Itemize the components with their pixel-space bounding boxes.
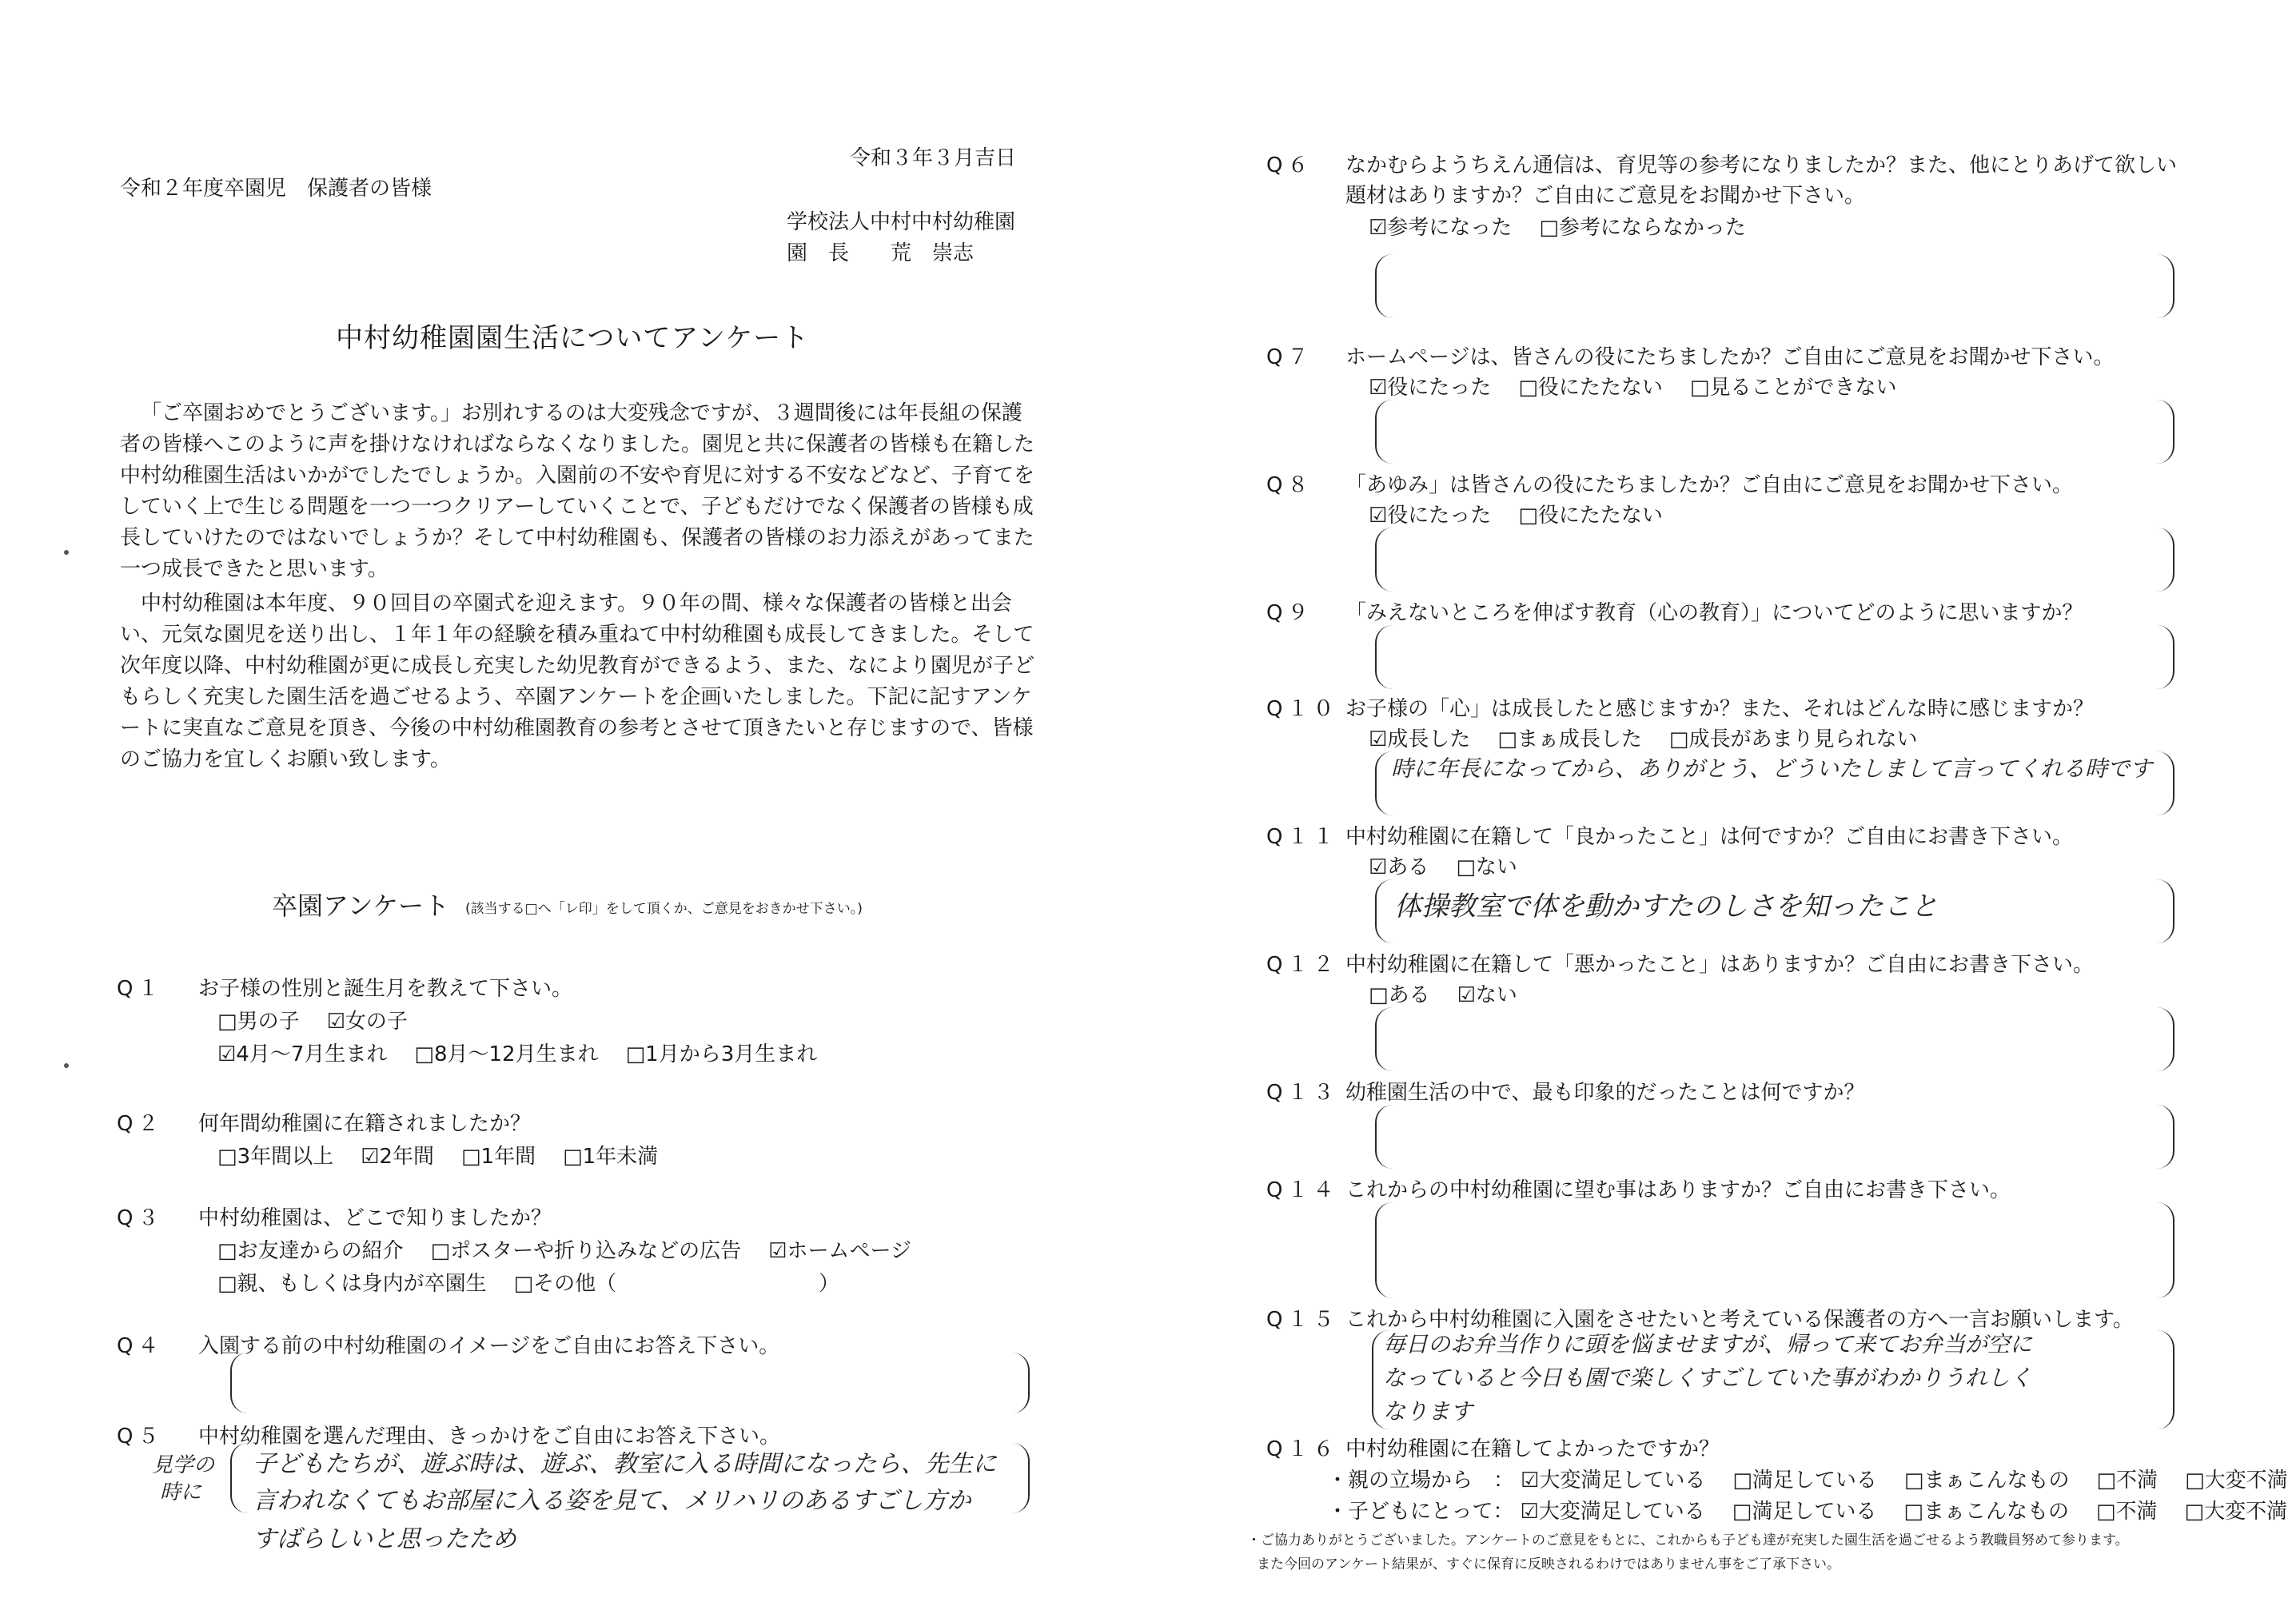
q6-options bbox=[1369, 211, 1773, 241]
q16-child-option[interactable]: □まぁこんなもの bbox=[1903, 1500, 2069, 1524]
q8-answer-box[interactable] bbox=[1375, 528, 2174, 592]
q6-text-2: 題材はありますか？ご自由にご意見をお聞かせ下さい。 bbox=[1345, 184, 1866, 208]
q2-option[interactable]: □1年間 bbox=[460, 1145, 536, 1169]
q10-option[interactable]: □成長があまり見られない bbox=[1668, 727, 1918, 751]
q3-text: 中村幼稚園は、どこで知りましたか？ bbox=[198, 1206, 552, 1230]
q9-text: 「みえないところを伸ばす教育（心の教育）」についてどのように思いますか？ bbox=[1345, 601, 2083, 625]
q1-option[interactable]: □8月～12月生まれ bbox=[414, 1042, 599, 1066]
q13-text: 幼稚園生活の中で、最も印象的だったことは何ですか？ bbox=[1345, 1081, 1865, 1105]
q12-number: Q１２ bbox=[1266, 953, 1339, 977]
q16-parent-option[interactable]: □不満 bbox=[2096, 1469, 2158, 1492]
q10-number: Q１０ bbox=[1266, 697, 1339, 721]
q7-answer-box[interactable] bbox=[1375, 400, 2174, 464]
q5-margin-note-2: 時に bbox=[160, 1481, 202, 1504]
q11-option[interactable]: ☑ある bbox=[1369, 855, 1429, 879]
q2-option[interactable]: □1年未満 bbox=[563, 1145, 659, 1169]
q15-answer-line-1: 毎日のお弁当作りに頭を悩ませますが、帰って来てお弁当が空に bbox=[1383, 1331, 2033, 1357]
q15-answer-line-2: なっていると今日も園で楽しくすごしていた事がわかりうれしく bbox=[1383, 1365, 2033, 1391]
q16-child-label: ・子どもにとって： bbox=[1327, 1500, 1514, 1524]
intro-paragraph-1: 「ご卒園おめでとうございます。」お別れするのは大変残念ですが、３週間後には年長組の保護者の皆様へこのように声を掛けなければならなくなりました。園児と共に保護者の皆様も在籍した中村幼稚園生活はいかがでしたでしょうか。入園前の不安や育児に対する不安などなど、子育てをしていく上で生じる問題を一つ一つクリアーしていくことで、子どもだけでなく保護者の皆様も成長していけたのではないでしょうか？そして中村幼稚園も、保護者の皆様のお力添えがあってまた一つ成長できたと思います。 bbox=[120, 401, 1035, 581]
q16-parent-label: ・親の立場から ： bbox=[1327, 1469, 1515, 1492]
q1-option[interactable]: □男の子 bbox=[217, 1010, 300, 1034]
q4-number: Q４ bbox=[117, 1334, 164, 1358]
q5-answer-line-3: すばらしいと思ったため bbox=[253, 1525, 516, 1553]
q16-parent-option[interactable]: ☑大変満足している bbox=[1521, 1469, 1706, 1492]
q5-answer-line-1: 子どもたちが、遊ぶ時は、遊ぶ、教室に入る時間になったら、先生に bbox=[253, 1450, 997, 1478]
footer-note-2: また今回のアンケート結果が、すぐに保育に反映されるわけではありません事をご了承下さい。 bbox=[1257, 1556, 1840, 1572]
q8-options bbox=[1369, 499, 1690, 528]
q14-answer-box[interactable] bbox=[1375, 1202, 2174, 1298]
q8-number: Q８ bbox=[1266, 473, 1313, 497]
q14-text: これからの中村幼稚園に望む事はありますか？ご自由にお書き下さい。 bbox=[1345, 1178, 2011, 1202]
q3-option[interactable]: □ポスターや折り込みなどの広告 bbox=[430, 1239, 742, 1263]
issue-date: 令和３年３月吉日 bbox=[850, 146, 1017, 170]
q16-text: 中村幼稚園に在籍してよかったですか？ bbox=[1345, 1437, 1720, 1461]
q7-options bbox=[1369, 371, 1923, 401]
q12-option[interactable]: ☑ない bbox=[1457, 983, 1517, 1007]
q5-text: 中村幼稚園を選んだ理由、きっかけをご自由にお答え下さい。 bbox=[198, 1425, 781, 1449]
q5-number: Q５ bbox=[117, 1425, 164, 1449]
q12-answer-box[interactable] bbox=[1375, 1007, 2174, 1071]
q16-child-option[interactable]: □不満 bbox=[2095, 1500, 2158, 1524]
q1-text: お子様の性別と誕生月を教えて下さい。 bbox=[198, 977, 573, 1001]
q14-number: Q１４ bbox=[1266, 1178, 1339, 1202]
recipient: 令和２年度卒園児 保護者の皆様 bbox=[120, 177, 432, 201]
q16-parent-option[interactable]: □満足している bbox=[1732, 1469, 1877, 1492]
q15-answer-line-3: なります bbox=[1383, 1398, 1473, 1425]
q3-options-1 bbox=[217, 1234, 939, 1264]
q16-parent-option[interactable]: □まぁこんなもの bbox=[1903, 1469, 2070, 1492]
q16-parent-option[interactable]: □大変不満 bbox=[2185, 1469, 2288, 1492]
q1-options-gender bbox=[217, 1005, 435, 1034]
q11-options bbox=[1369, 851, 1545, 880]
q7-option[interactable]: □見ることができない bbox=[1689, 376, 1897, 400]
q10-answer: 時に年長になってから、ありがとう、どういたしまして言ってくれる時です bbox=[1391, 755, 2153, 782]
q6-option[interactable]: □参考にならなかった bbox=[1539, 216, 1746, 240]
survey-heading: 卒園アンケート bbox=[272, 891, 450, 921]
q3-option[interactable]: □親、もしくは身内が卒園生 bbox=[217, 1272, 487, 1296]
q4-answer-box[interactable] bbox=[230, 1353, 1030, 1413]
q7-text: ホームページは、皆さんの役にたちましたか？ご自由にご意見をお聞かせ下さい。 bbox=[1345, 345, 2115, 369]
q15-text: これから中村幼稚園に入園をさせたいと考えている保護者の方へ一言お願いします。 bbox=[1345, 1308, 2134, 1332]
q8-option[interactable]: □役にたたない bbox=[1518, 504, 1663, 528]
q1-option[interactable]: ☑4月～7月生まれ bbox=[217, 1042, 388, 1066]
survey-instruction: (該当する□へ「レ印」をして頂くか、ご意見をおきかせ下さい。) bbox=[465, 901, 863, 917]
q11-number: Q１１ bbox=[1266, 825, 1339, 849]
q10-option[interactable]: □まぁ成長した bbox=[1497, 727, 1642, 751]
q16-number: Q１６ bbox=[1266, 1437, 1339, 1461]
q2-options bbox=[217, 1140, 685, 1170]
q6-option[interactable]: ☑参考になった bbox=[1369, 216, 1513, 240]
q13-answer-box[interactable] bbox=[1375, 1105, 2174, 1169]
q11-answer: 体操教室で体を動かすたのしさを知ったこと bbox=[1394, 891, 1938, 923]
q12-text: 中村幼稚園に在籍して「悪かったこと」はありますか？ご自由にお書き下さい。 bbox=[1345, 953, 2095, 977]
q2-option[interactable]: ☑2年間 bbox=[361, 1145, 434, 1169]
intro-paragraph-2: 中村幼稚園は本年度、９０回目の卒園式を迎えます。９０年の間、様々な保護者の皆様と出会い、元気な園児を送り出し、１年１年の経験を積み重ねて中村幼稚園も成長してきました。そして次年度以降、中村幼稚園が更に成長し充実した幼児教育ができるよう、また、なにより園児が子どもらしく充実した園生活を過ごせるよう、卒園アンケートを企画いたしました。下記に記すアンケートに実直なご意見を頂き、今後の中村幼稚園教育の参考とさせて頂きたいと存じますので、皆様のご協力を宜しくお願い致します。 bbox=[120, 592, 1035, 771]
q2-option[interactable]: □3年間以上 bbox=[217, 1145, 334, 1169]
q7-number: Q７ bbox=[1266, 345, 1313, 369]
page-title: 中村幼稚園園生活についてアンケート bbox=[336, 322, 810, 354]
q10-options bbox=[1369, 723, 1944, 752]
q3-option[interactable]: □その他（ bbox=[513, 1272, 617, 1296]
q16-parent-row bbox=[1327, 1464, 2296, 1493]
q6-number: Q６ bbox=[1266, 153, 1313, 177]
q5-answer-line-2: 言われなくてもお部屋に入る姿を見て、メリハリのあるすごし方か bbox=[253, 1487, 971, 1515]
organization: 学校法人中村中村幼稚園 bbox=[787, 210, 1016, 234]
q8-text: 「あゆみ」は皆さんの役にたちましたか？ご自由にご意見をお聞かせ下さい。 bbox=[1345, 473, 2074, 497]
q1-option[interactable]: □1月から3月生まれ bbox=[625, 1042, 818, 1066]
punch-hole-mark bbox=[64, 550, 69, 555]
q9-answer-box[interactable] bbox=[1375, 625, 2174, 689]
q1-number: Q１ bbox=[117, 977, 164, 1001]
q1-option[interactable]: ☑女の子 bbox=[326, 1010, 408, 1034]
q3-option[interactable]: □お友達からの紹介 bbox=[217, 1239, 404, 1263]
q4-text: 入園する前の中村幼稚園のイメージをご自由にお答え下さい。 bbox=[198, 1334, 780, 1358]
q10-text: お子様の「心」は成長したと感じますか？また、それはどんな時に感じますか？ bbox=[1345, 697, 2095, 721]
q16-child-row bbox=[1327, 1495, 2296, 1524]
q2-text: 何年間幼稚園に在籍されましたか？ bbox=[198, 1112, 532, 1136]
director: 園 長 荒 崇志 bbox=[787, 241, 975, 265]
q12-option[interactable]: □ある bbox=[1369, 983, 1430, 1007]
q1-options-month bbox=[217, 1038, 844, 1067]
q3-other-close: ） bbox=[819, 1272, 840, 1296]
q5-margin-note-1: 見学の bbox=[152, 1453, 215, 1477]
q13-number: Q１３ bbox=[1266, 1081, 1339, 1105]
q3-options-2 bbox=[217, 1267, 644, 1297]
q6-text-1: なかむらようちえん通信は、育児等の参考になりましたか？また、他にとりあげて欲しい bbox=[1345, 153, 2178, 177]
q6-answer-box[interactable] bbox=[1375, 254, 2174, 318]
q8-option[interactable]: ☑役にたった bbox=[1369, 504, 1492, 528]
q7-option[interactable]: □役にたたない bbox=[1518, 376, 1663, 400]
q3-number: Q３ bbox=[117, 1206, 164, 1230]
q16-child-option[interactable]: □満足している bbox=[1732, 1500, 1877, 1524]
q12-options bbox=[1369, 978, 1545, 1008]
footer-note-1: ・ご協力ありがとうございました。アンケートのご意見をもとに、これからも子ども達が充実した園生活を過ごせるよう教職員努めて参ります。 bbox=[1247, 1532, 2129, 1548]
q15-number: Q１５ bbox=[1266, 1308, 1339, 1332]
q3-option[interactable]: ☑ホームページ bbox=[768, 1239, 911, 1263]
q11-text: 中村幼稚園に在籍して「良かったこと」は何ですか？ご自由にお書き下さい。 bbox=[1345, 825, 2074, 849]
q11-option[interactable]: □ない bbox=[1456, 855, 1517, 879]
punch-hole-mark bbox=[64, 1063, 69, 1068]
q2-number: Q２ bbox=[117, 1112, 164, 1136]
q16-child-option[interactable]: □大変不満 bbox=[2184, 1500, 2288, 1524]
q16-child-option[interactable]: ☑大変満足している bbox=[1520, 1500, 1705, 1524]
q7-option[interactable]: ☑役にたった bbox=[1369, 376, 1492, 400]
q9-number: Q９ bbox=[1266, 601, 1313, 625]
q10-option[interactable]: ☑成長した bbox=[1369, 727, 1471, 751]
